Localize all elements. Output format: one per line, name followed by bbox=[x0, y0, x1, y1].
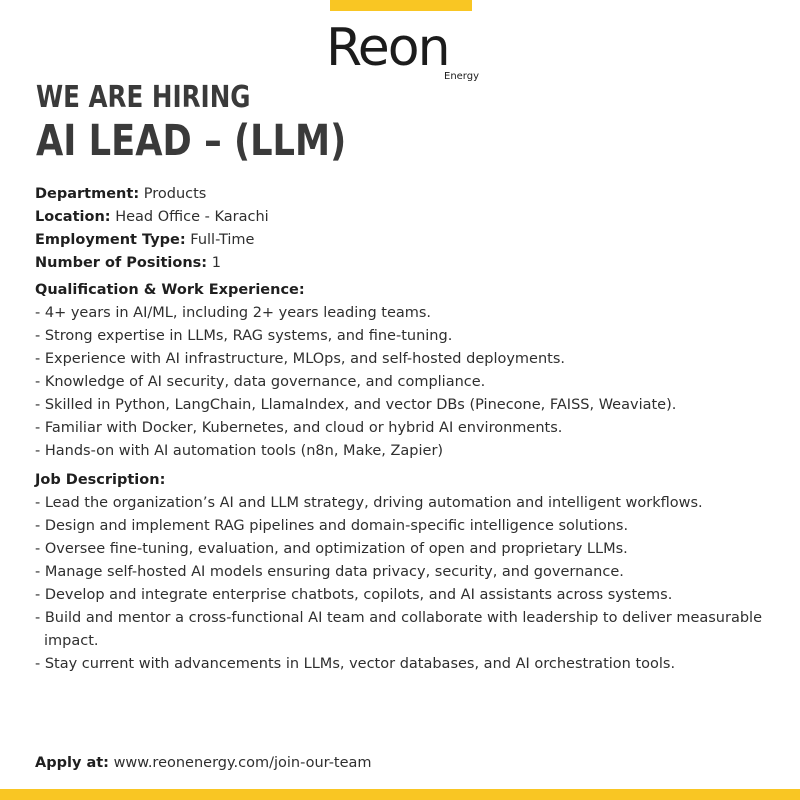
job-description-item: - Stay current with advancements in LLMs, vector databases, and AI orchestration tools. bbox=[35, 656, 676, 672]
qualification-item: - Skilled in Python, LangChain, LlamaIndex, and vector DBs (Pinecone, FAISS, Weaviate). bbox=[35, 397, 677, 413]
hiring-heading: WE ARE HIRING bbox=[36, 80, 251, 115]
department-label: Department: bbox=[35, 186, 140, 202]
job-description-item: - Build and mentor a cross-functional AI team and collaborate with leadership to deliver measurable impact. bbox=[35, 610, 762, 649]
location-value: Head Office - Karachi bbox=[115, 209, 269, 225]
positions-value: 1 bbox=[211, 255, 221, 271]
qualification-item: - Familiar with Docker, Kubernetes, and cloud or hybrid AI environments. bbox=[35, 420, 563, 436]
job-details bbox=[35, 183, 775, 676]
logo-subtitle: Energy bbox=[444, 71, 480, 82]
role-title: AI LEAD – (LLM) bbox=[36, 116, 347, 166]
qualifications-title: Qualification & Work Experience: bbox=[35, 282, 305, 298]
apply-url[interactable]: www.reonenergy.com/join-our-team bbox=[113, 755, 372, 771]
location-label: Location: bbox=[35, 209, 111, 225]
employment-type-label: Employment Type: bbox=[35, 232, 186, 248]
job-description-item: - Develop and integrate enterprise chatbots, copilots, and AI assistants across systems. bbox=[35, 587, 673, 603]
department-value: Products bbox=[143, 186, 207, 202]
apply-label: Apply at: bbox=[35, 755, 109, 771]
job-description-item: - Oversee fine-tuning, evaluation, and optimization of open and proprietary LLMs. bbox=[35, 541, 628, 557]
job-description-title: Job Description: bbox=[35, 472, 166, 488]
top-accent-bar bbox=[330, 0, 472, 11]
positions-label: Number of Positions: bbox=[35, 255, 208, 271]
employment-type-value: Full-Time bbox=[190, 232, 255, 248]
job-description-item: - Design and implement RAG pipelines and domain-specific intelligence solutions. bbox=[35, 518, 629, 534]
positions-row bbox=[35, 252, 775, 275]
department-row bbox=[35, 183, 775, 206]
qualification-item: - 4+ years in AI/ML, including 2+ years leading teams. bbox=[35, 305, 432, 321]
apply-line bbox=[35, 752, 372, 775]
employment-type-row bbox=[35, 229, 775, 252]
qualification-item: - Strong expertise in LLMs, RAG systems, and fine-tuning. bbox=[35, 328, 453, 344]
qualification-item: - Knowledge of AI security, data governance, and compliance. bbox=[35, 374, 486, 390]
job-description-item: - Lead the organization’s AI and LLM strategy, driving automation and intelligent workflows. bbox=[35, 495, 703, 511]
logo-wordmark: Reon bbox=[326, 18, 449, 78]
qualification-item: - Experience with AI infrastructure, MLOps, and self-hosted deployments. bbox=[35, 351, 566, 367]
location-row bbox=[35, 206, 775, 229]
reon-energy-logo bbox=[326, 18, 480, 88]
qualification-item: - Hands-on with AI automation tools (n8n, Make, Zapier) bbox=[35, 443, 444, 459]
bottom-accent-bar bbox=[0, 789, 800, 800]
job-description-item: - Manage self-hosted AI models ensuring data privacy, security, and governance. bbox=[35, 564, 624, 580]
